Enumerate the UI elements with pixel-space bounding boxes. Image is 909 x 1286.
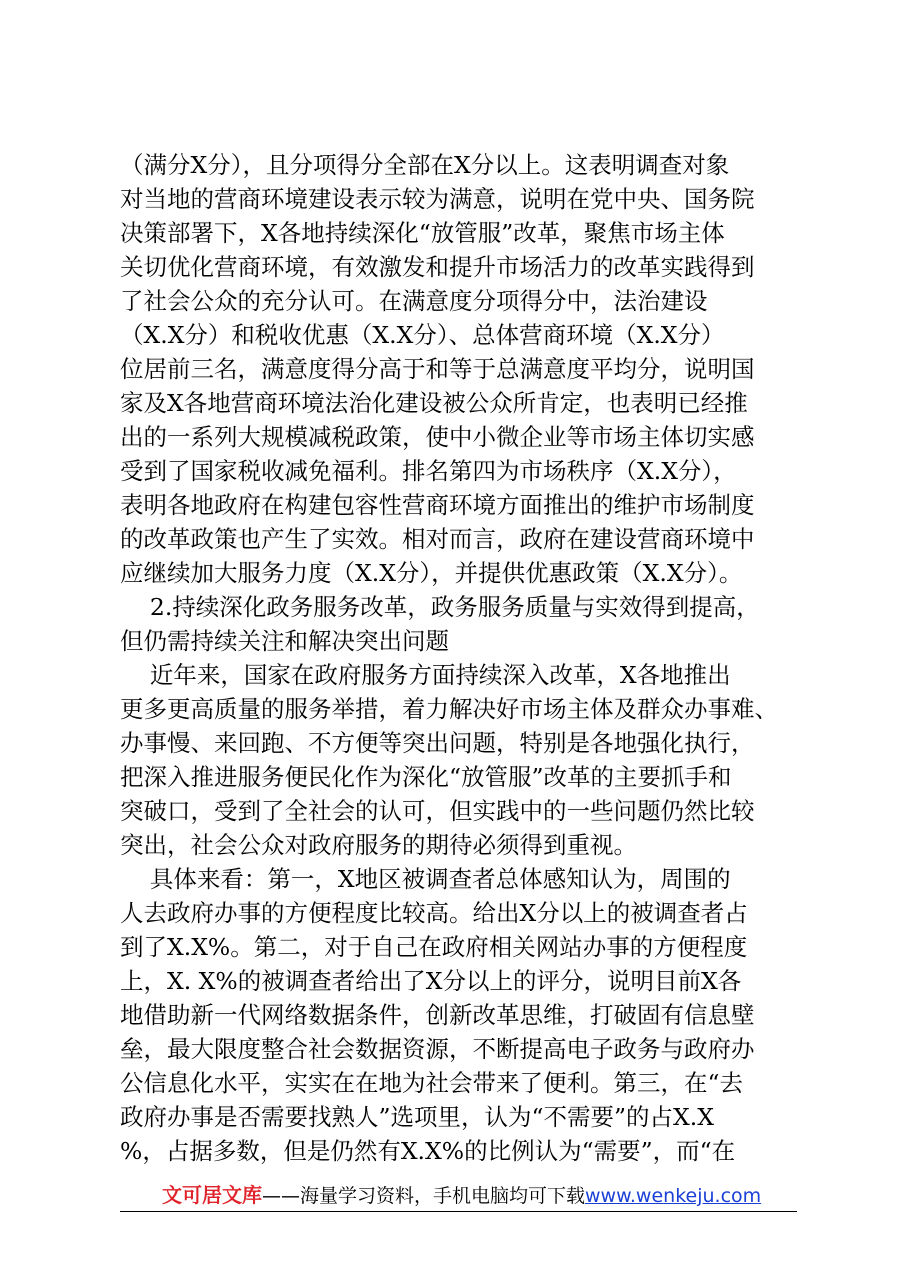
footer-brand: 文可居文库 (162, 1183, 262, 1207)
text-line: 突出，社会公众对政府服务的期待必须得到重视。 (120, 831, 637, 859)
text-line: 更多更高质量的服务举措，着力解决好市场主体及群众办事难、 (120, 695, 778, 723)
text-line: 近年来，国家在政府服务方面持续深入改革，X各地推出 (120, 661, 731, 689)
text-line: 政府办事是否需要找熟人”选项里，认为“不需要”的占X.X (120, 1103, 714, 1131)
text-line: 垒，最大限度整合社会数据资源，不断提高电子政务与政府办 (120, 1035, 755, 1063)
text-line: %，占据多数，但是仍然有X.X%的比例认为“需要”，而“在 (120, 1137, 736, 1165)
text-line: 办事慢、来回跑、不方便等突出问题，特别是各地强化执行， (120, 729, 755, 757)
text-line: 受到了国家税收减免福利。排名第四为市场秩序（X.X分）， (120, 457, 737, 485)
text-line: 应继续加大服务力度（X.X分），并提供优惠政策（X.X分）。 (120, 559, 743, 587)
text-line: 家及X各地营商环境法治化建设被公众所肯定，也表明已经推 (120, 389, 748, 417)
text-line: 具体来看：第一，X地区被调查者总体感知认为，周围的 (120, 865, 731, 893)
text-line: 把深入推进服务便民化作为深化“放管服”改革的主要抓手和 (120, 763, 732, 791)
text-line: （X.X分）和税收优惠（X.X分）、总体营商环境（X.X分） (120, 321, 725, 349)
text-line: 人去政府办事的方便程度比较高。给出X分以上的被调查者占 (120, 899, 748, 927)
text-line: 了社会公众的充分认可。在满意度分项得分中，法治建设 (120, 287, 708, 315)
footer-tagline: ——海量学习资料，手机电脑均可下载 (262, 1185, 586, 1207)
section-heading-line: 2.持续深化政务服务改革，政务服务质量与实效得到提高， (120, 593, 760, 621)
text-line: 的改革政策也产生了实效。相对而言，政府在建设营商环境中 (120, 525, 755, 553)
footer-link[interactable]: www.wenkeju.com (585, 1185, 762, 1207)
footer-divider (120, 1211, 797, 1212)
text-line: 位居前三名，满意度得分高于和等于总满意度平均分，说明国 (120, 355, 755, 383)
text-line: （满分X分），且分项得分全部在X分以上。这表明调查对象 (120, 151, 730, 179)
text-line: 表明各地政府在构建包容性营商环境方面推出的维护市场制度 (120, 491, 755, 519)
text-line: 地借助新一代网络数据条件，创新改革思维，打破固有信息壁 (120, 1001, 755, 1029)
text-line: 上，X. X%的被调查者给出了X分以上的评分，说明目前X各 (120, 967, 742, 995)
text-line: 公信息化水平，实实在在地为社会带来了便利。第三，在“去 (120, 1069, 744, 1097)
text-line: 到了X.X%。第二，对于自己在政府相关网站办事的方便程度 (120, 933, 748, 961)
text-line: 突破口，受到了全社会的认可，但实践中的一些问题仍然比较 (120, 797, 755, 825)
section-heading-line: 但仍需持续关注和解决突出问题 (120, 627, 449, 655)
text-line: 决策部署下，X各地持续深化“放管服”改革，聚焦市场主体 (120, 219, 725, 247)
page-footer (162, 1180, 761, 1210)
text-line: 出的一系列大规模减税政策，使中小微企业等市场主体切实感 (120, 423, 755, 451)
text-line: 对当地的营商环境建设表示较为满意，说明在党中央、国务院 (120, 185, 755, 213)
text-line: 关切优化营商环境，有效激发和提升市场活力的改革实践得到 (120, 253, 755, 281)
